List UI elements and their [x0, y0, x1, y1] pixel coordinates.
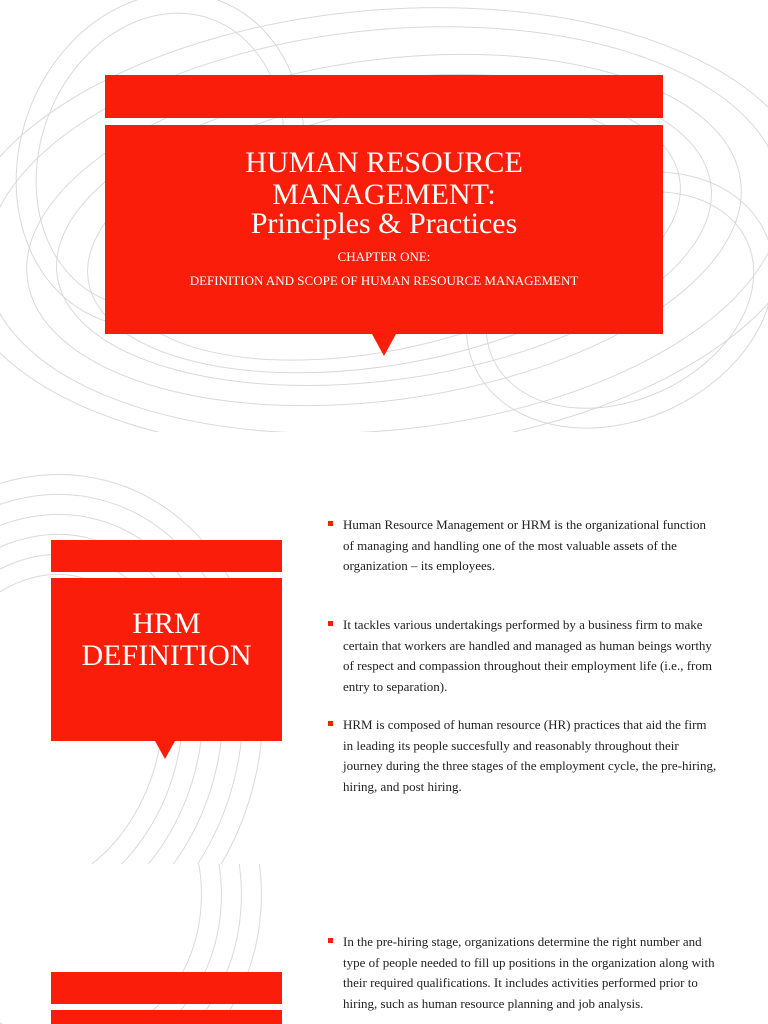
definition-slide — [0, 432, 768, 864]
title-pointer-arrow — [372, 334, 396, 356]
heading-box — [51, 578, 282, 741]
definition-bullets — [328, 615, 718, 697]
heading-line-1: HRM — [132, 607, 201, 640]
stages-bullets — [328, 932, 718, 1014]
title-line-3: Principles & Practices — [250, 207, 518, 240]
definition-bullets — [328, 715, 718, 797]
title-line-1: HUMAN RESOURCE — [245, 146, 523, 179]
heading-box — [51, 1010, 282, 1024]
title-text — [105, 147, 663, 211]
heading-top-bar — [51, 540, 282, 572]
bullet-item: Human Resource Management or HRM is the organizational function of managing and handling one of the most valuable assets of the organization – its employees. — [328, 515, 718, 577]
definition-bullets — [328, 515, 718, 577]
title-line-2: MANAGEMENT: — [272, 178, 496, 211]
heading-top-bar — [51, 972, 282, 1004]
title-top-bar — [105, 75, 663, 118]
bullet-item: In the pre-hiring stage, organizations determine the right number and type of people needed to fill up positions in the organization along with their required qualifications. It includes activities performed prior to hiring, such as human resource planning and job analysis. — [328, 932, 718, 1014]
stages-slide — [0, 864, 768, 1024]
chapter-label: CHAPTER ONE: — [337, 249, 431, 264]
chapter-subtitle: DEFINITION AND SCOPE OF HUMAN RESOURCE MANAGEMENT — [189, 273, 579, 288]
title-slide — [0, 0, 768, 432]
heading-pointer-arrow — [155, 741, 175, 759]
title-box — [105, 125, 663, 334]
heading-line-2: DEFINITION — [81, 639, 252, 672]
bullet-item: HRM is composed of human resource (HR) practices that aid the firm in leading its people succesfully and reasonably throughout their journey during the three stages of the employment cycle, the pre-hiring, hiring, and post hiring. — [328, 715, 718, 797]
heading-text — [51, 608, 282, 672]
bullet-item: It tackles various undertakings performed by a business firm to make certain that workers are handled and managed as human beings worthy of respect and compassion throughout their employment life (i.e., from entry to separation). — [328, 615, 718, 697]
